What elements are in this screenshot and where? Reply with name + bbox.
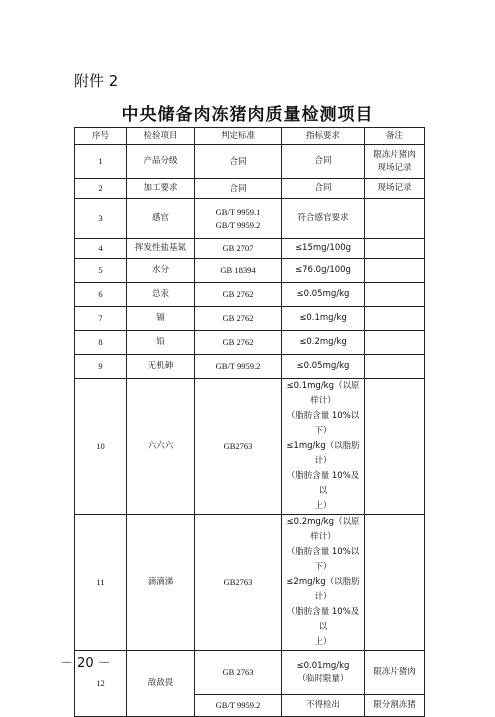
attachment-label: 附件 2 [74, 72, 119, 90]
cell-line: 上） [314, 637, 332, 647]
requirement: ≤0.05mg/kg [282, 355, 365, 379]
cell-line: ≤1mg/kg（以脂肪计） [286, 441, 360, 466]
requirement: 合同 [282, 145, 365, 179]
table-row [75, 239, 425, 259]
requirement: ≤0.05mg/kg [282, 283, 365, 307]
cell-line: 上） [314, 501, 332, 511]
cell-line: （临时限量） [297, 673, 349, 684]
table-row [75, 651, 425, 695]
cell-line: ≤0.01mg/kg [296, 661, 350, 672]
remark: 限分割冻猪 [365, 695, 425, 717]
cell-line: （脂肪含量 10%及以 [286, 607, 360, 632]
inspection-item: 水分 [127, 259, 195, 283]
row-number: 2 [75, 179, 127, 199]
standard [195, 199, 282, 239]
cell-line: 现场记录 [377, 183, 412, 194]
header-standard: 判定标准 [195, 128, 282, 145]
row-number: 6 [75, 283, 127, 307]
page-number: － 20 － [60, 656, 111, 671]
remark [365, 379, 425, 515]
requirement: 不得检出 [282, 695, 365, 717]
inspection-item: 挥发性盐基氮 [127, 239, 195, 259]
cell-line: GB/T 9959.2 [215, 219, 261, 230]
row-number: 11 [75, 515, 127, 651]
requirement: ≤0.1mg/kg [282, 307, 365, 331]
inspection-item: 感官 [127, 199, 195, 239]
table-row [75, 307, 425, 331]
row-number: 9 [75, 355, 127, 379]
header-item: 检验项目 [127, 128, 195, 145]
inspection-item: 铅 [127, 331, 195, 355]
standard: GB/T 9959.2 [195, 355, 282, 379]
remark [365, 259, 425, 283]
standard: GB 2762 [195, 331, 282, 355]
cell-line: GB/T 9959.1 [215, 207, 261, 218]
row-number: 10 [75, 379, 127, 515]
requirement: ≤0.2mg/kg [282, 331, 365, 355]
remark [365, 307, 425, 331]
cell-line: （脂肪含量 10%及以 [286, 471, 360, 496]
cell-line: ≤0.1mg/kg（以原样计） [286, 381, 360, 406]
table-row [75, 379, 425, 515]
table-row [75, 515, 425, 651]
row-number: 8 [75, 331, 127, 355]
standard: GB 2763 [195, 651, 282, 695]
document-title: 中央储备肉冻猪肉质量检测项目 [121, 105, 374, 125]
table-row [75, 283, 425, 307]
remark [365, 179, 425, 199]
inspection-item: 总汞 [127, 283, 195, 307]
cell-line: ≤0.2mg/kg（以原样计） [286, 517, 360, 542]
row-number: 3 [75, 199, 127, 239]
standard: GB 18394 [195, 259, 282, 283]
row-number: 5 [75, 259, 127, 283]
requirement: ≤76.0g/100g [282, 259, 365, 283]
inspection-item: 无机砷 [127, 355, 195, 379]
header-remark: 备注 [365, 128, 425, 145]
table-row [75, 259, 425, 283]
standard: GB 2707 [195, 239, 282, 259]
remark [365, 283, 425, 307]
standard: GB 2762 [195, 307, 282, 331]
cell-line: 现场记录 [377, 162, 412, 173]
requirement [282, 379, 365, 515]
row-number: 4 [75, 239, 127, 259]
inspection-item: 加工要求 [127, 179, 195, 199]
cell-line: ≤2mg/kg（以脂肪计） [286, 577, 360, 602]
header-requirement: 指标要求 [282, 128, 365, 145]
inspection-item: 敌敌畏 [127, 651, 195, 717]
remark [365, 239, 425, 259]
requirement: ≤15mg/100g [282, 239, 365, 259]
table-row [75, 145, 425, 179]
inspection-item: 镉 [127, 307, 195, 331]
remark [365, 355, 425, 379]
table-row [75, 331, 425, 355]
remark [365, 515, 425, 651]
remark [365, 199, 425, 239]
table-row [75, 355, 425, 379]
header-no: 序号 [75, 128, 127, 145]
remark: 限冻片猪肉 [365, 651, 425, 695]
cell-line: （脂肪含量 10%以下） [286, 547, 360, 572]
remark [365, 331, 425, 355]
standard: 合同 [195, 145, 282, 179]
inspection-item: 滴滴涕 [127, 515, 195, 651]
requirement [282, 651, 365, 695]
table-header-row [75, 128, 425, 145]
cell-line: 限冻片猪肉 [373, 150, 416, 161]
standard: GB/T 9959.2 [195, 695, 282, 717]
requirement: 合同 [282, 179, 365, 199]
row-number: 7 [75, 307, 127, 331]
inspection-item: 产品分级 [127, 145, 195, 179]
table-row [75, 199, 425, 239]
remark [365, 145, 425, 179]
standard: GB 2762 [195, 283, 282, 307]
table-row [75, 179, 425, 199]
row-number: 1 [75, 145, 127, 179]
standard: 合同 [195, 179, 282, 199]
requirement: 符合感官要求 [282, 199, 365, 239]
standard: GB2763 [195, 515, 282, 651]
inspection-table [74, 127, 425, 717]
row-number: 12 [75, 651, 127, 717]
cell-line: （脂肪含量 10%以下） [286, 411, 360, 436]
requirement [282, 515, 365, 651]
inspection-item: 六六六 [127, 379, 195, 515]
standard: GB2763 [195, 379, 282, 515]
